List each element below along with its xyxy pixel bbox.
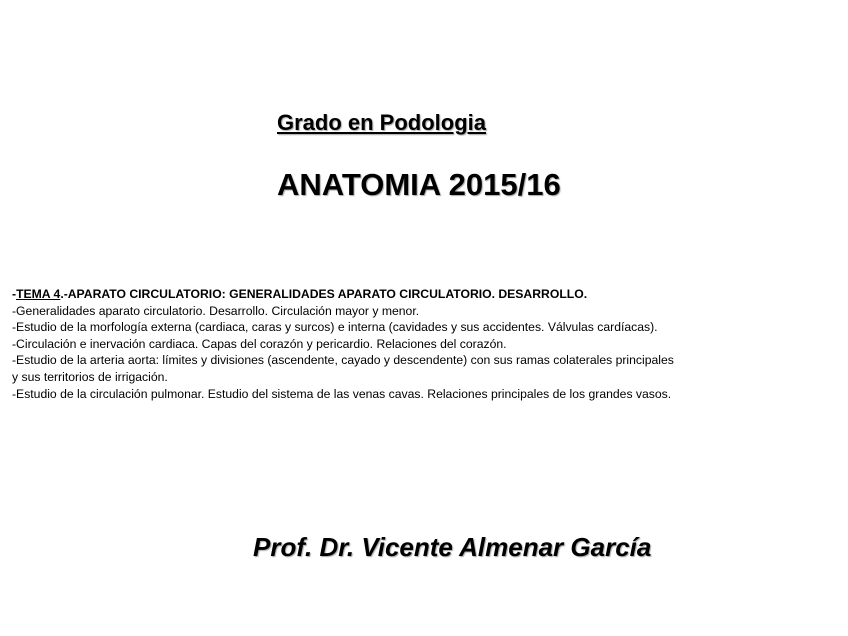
course-subtitle: Grado en Podologia	[277, 110, 487, 135]
topic-line: y sus territorios de irrigación.	[12, 369, 168, 384]
topic-line: -Circulación e inervación cardiaca. Capas del corazón y pericardio. Relaciones del corazón.	[12, 336, 507, 351]
course-title: ANATOMIA 2015/16	[277, 167, 561, 202]
author-name: Prof. Dr. Vicente Almenar García	[253, 532, 652, 562]
topic-line: -Estudio de la morfología externa (cardiaca, caras y surcos) e interna (cavidades y sus accidentes. Válvulas cardíacas).	[12, 320, 658, 335]
topic-line: -Generalidades aparato circulatorio. Desarrollo. Circulación mayor y menor.	[12, 303, 420, 318]
topic-content	[12, 286, 812, 402]
topic-heading-text: .-APARATO CIRCULATORIO: GENERALIDADES APARATO CIRCULATORIO. DESARROLLO.	[60, 287, 588, 301]
topic-line: -Estudio de la arteria aorta: límites y divisiones (ascendente, cayado y descendente) con sus ramas colaterales principales	[12, 353, 674, 368]
topic-line: -Estudio de la circulación pulmonar. Estudio del sistema de las venas cavas. Relaciones principales de los grandes vasos.	[12, 386, 672, 401]
topic-label: TEMA 4	[16, 287, 61, 301]
topic-heading	[12, 286, 812, 303]
topic-prefix: -	[12, 287, 17, 301]
